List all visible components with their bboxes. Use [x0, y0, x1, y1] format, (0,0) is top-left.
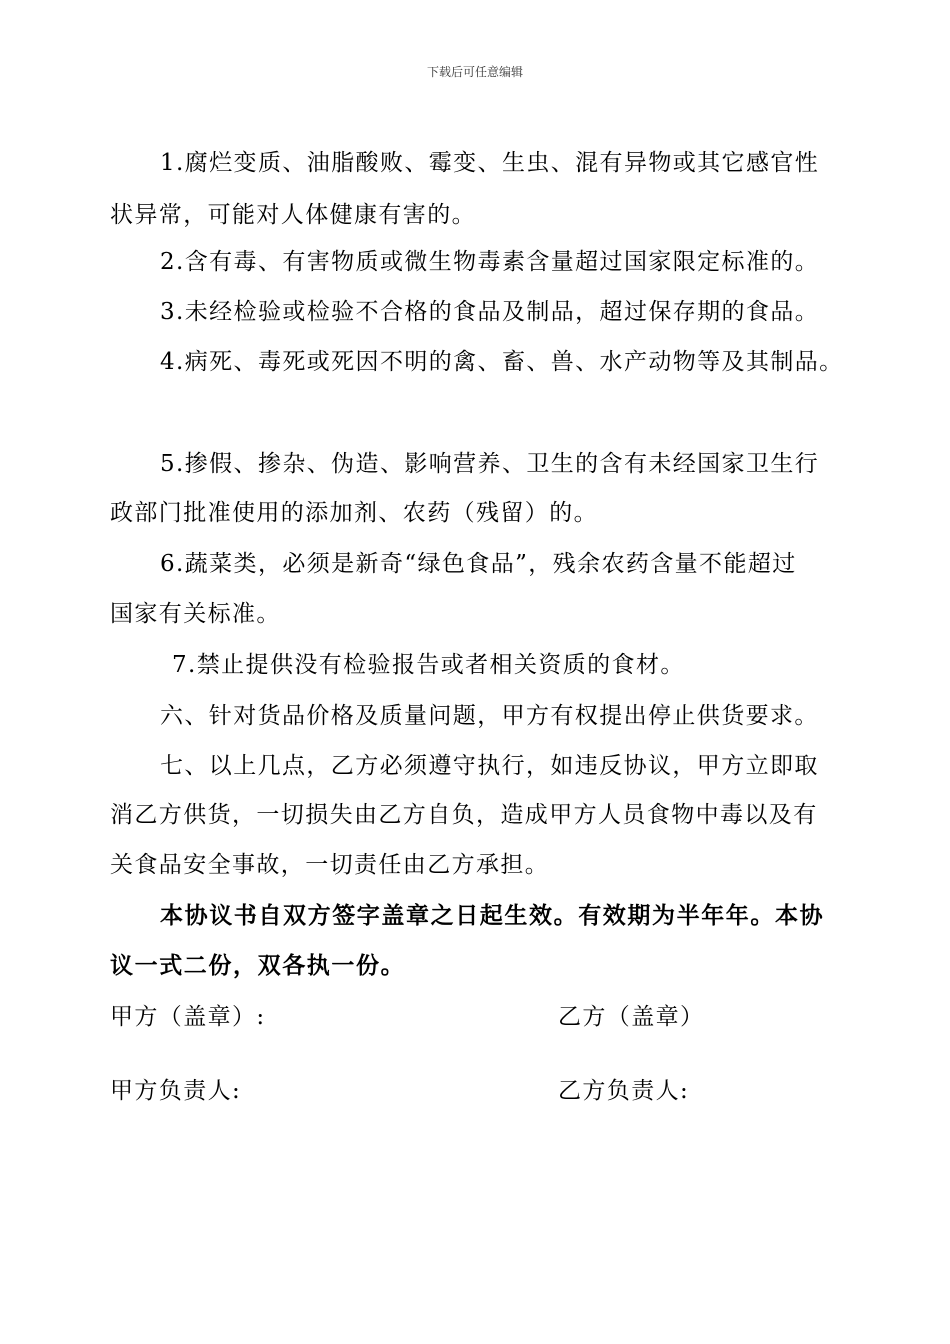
party-a-seal-label: 甲方（盖章）: [110, 1004, 266, 1030]
section-seven-line-2: 消乙方供货，一切损失由乙方自负，造成甲方人员食物中毒以及有 [110, 802, 818, 828]
party-b-seal-label: 乙方（盖章） [558, 1004, 705, 1030]
clause-5-line-2: 政部门批准使用的添加剂、农药（残留）的。 [110, 500, 598, 526]
clause-6-line-2: 国家有关标准。 [110, 601, 281, 627]
clause-1-line-2: 状异常，可能对人体健康有害的。 [110, 202, 476, 228]
party-b-person-label: 乙方负责人: [558, 1078, 690, 1104]
clause-6-line-1: 6.蔬菜类，必须是新奇“绿色食品”，残余农药含量不能超过 [160, 551, 797, 577]
party-a-person-label: 甲方负责人: [110, 1078, 242, 1104]
section-seven-line-3: 关食品安全事故，一切责任由乙方承担。 [110, 852, 550, 878]
section-six: 六、针对货品价格及质量问题，甲方有权提出停止供货要求。 [160, 703, 819, 729]
section-seven-line-1: 七、以上几点，乙方必须遵守执行，如违反协议，甲方立即取 [160, 753, 819, 779]
clause-7: 7.禁止提供没有检验报告或者相关资质的食材。 [172, 652, 685, 678]
clause-3: 3.未经检验或检验不合格的食品及制品，超过保存期的食品。 [160, 299, 820, 325]
effective-clause-line-1: 本协议书自双方签字盖章之日起生效。有效期为半年年。本协 [160, 902, 825, 929]
header-note: 下载后可任意编辑 [426, 65, 523, 79]
clause-4: 4.病死、毒死或死因不明的禽、畜、兽、水产动物等及其制品。 [160, 349, 844, 375]
clause-5-line-1: 5.掺假、掺杂、伪造、影响营养、卫生的含有未经国家卫生行 [160, 451, 820, 477]
clause-2: 2.含有毒、有害物质或微生物毒素含量超过国家限定标准的。 [160, 249, 820, 275]
clause-1-line-1: 1.腐烂变质、油脂酸败、霉变、生虫、混有异物或其它感官性 [160, 150, 820, 176]
effective-clause-line-2: 议一式二份，双各执一份。 [110, 952, 406, 979]
